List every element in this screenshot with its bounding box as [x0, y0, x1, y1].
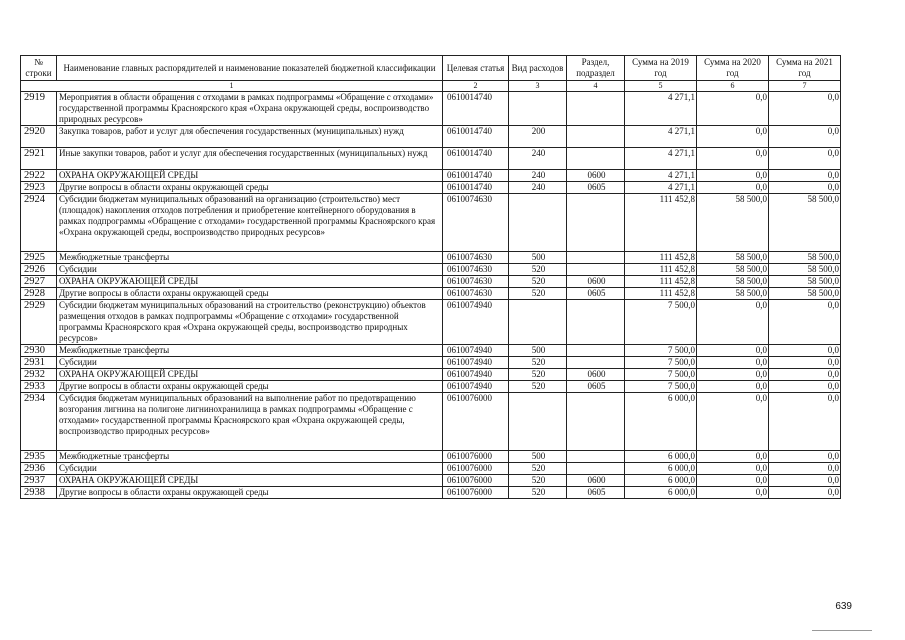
- row-section: 0605: [567, 487, 625, 499]
- row-expense-type: [509, 393, 567, 451]
- table-row: [21, 300, 841, 345]
- row-section: [567, 92, 625, 126]
- row-sum-2019: 6 000,0: [625, 475, 697, 487]
- row-name: Межбюджетные трансферты: [57, 451, 443, 463]
- row-expense-type: 520: [509, 475, 567, 487]
- row-sum-2019: 6 000,0: [625, 451, 697, 463]
- header-expense-type: Вид расходов: [509, 56, 567, 81]
- row-sum-2019: 111 452,8: [625, 252, 697, 264]
- row-sum-2021: 0,0: [769, 92, 841, 126]
- page-number: 639: [835, 601, 852, 612]
- row-sum-2021: 0,0: [769, 463, 841, 475]
- row-sum-2021: 0,0: [769, 126, 841, 148]
- row-target-article: 0610076000: [443, 475, 509, 487]
- row-target-article: 0610074940: [443, 369, 509, 381]
- row-sum-2020: 58 500,0: [697, 264, 769, 276]
- table-row: [21, 393, 841, 451]
- row-target-article: 0610014740: [443, 92, 509, 126]
- header-sum-2020: Сумма на 2020 год: [697, 56, 769, 81]
- column-number: 6: [697, 81, 769, 92]
- header-name: Наименование главных распорядителей и наименование показателей бюджетной классификации: [57, 56, 443, 81]
- row-section: 0600: [567, 170, 625, 182]
- column-number: 5: [625, 81, 697, 92]
- row-section: [567, 126, 625, 148]
- row-section: [567, 252, 625, 264]
- row-number: 2923: [21, 182, 57, 194]
- row-number: 2922: [21, 170, 57, 182]
- row-sum-2020: 0,0: [697, 126, 769, 148]
- row-expense-type: 520: [509, 463, 567, 475]
- row-target-article: 0610076000: [443, 463, 509, 475]
- row-sum-2019: 7 500,0: [625, 369, 697, 381]
- row-target-article: 0610074630: [443, 288, 509, 300]
- row-sum-2020: 0,0: [697, 92, 769, 126]
- row-target-article: 0610074630: [443, 194, 509, 252]
- table-row: [21, 276, 841, 288]
- row-number: 2928: [21, 288, 57, 300]
- row-sum-2019: 4 271,1: [625, 182, 697, 194]
- row-name: Субсидии: [57, 264, 443, 276]
- row-expense-type: 240: [509, 182, 567, 194]
- header-target-article: Целевая статья: [443, 56, 509, 81]
- row-number: 2926: [21, 264, 57, 276]
- row-sum-2020: 0,0: [697, 463, 769, 475]
- row-expense-type: 520: [509, 487, 567, 499]
- table-row: [21, 369, 841, 381]
- row-number: 2935: [21, 451, 57, 463]
- table-row: [21, 451, 841, 463]
- row-section: [567, 451, 625, 463]
- table-row: [21, 381, 841, 393]
- row-number: 2937: [21, 475, 57, 487]
- row-number: 2933: [21, 381, 57, 393]
- row-sum-2020: 0,0: [697, 182, 769, 194]
- table-row: [21, 126, 841, 148]
- table-row: [21, 288, 841, 300]
- row-number: 2931: [21, 357, 57, 369]
- table-row: [21, 252, 841, 264]
- row-sum-2021: 0,0: [769, 345, 841, 357]
- row-number: 2919: [21, 92, 57, 126]
- row-sum-2021: 58 500,0: [769, 264, 841, 276]
- table-row: [21, 487, 841, 499]
- row-expense-type: [509, 194, 567, 252]
- table-row: [21, 148, 841, 170]
- row-sum-2019: 6 000,0: [625, 393, 697, 451]
- row-sum-2020: 0,0: [697, 170, 769, 182]
- row-expense-type: [509, 92, 567, 126]
- row-target-article: 0610074940: [443, 345, 509, 357]
- row-name: ОХРАНА ОКРУЖАЮЩЕЙ СРЕДЫ: [57, 170, 443, 182]
- table-row: [21, 475, 841, 487]
- row-section: [567, 194, 625, 252]
- table-row: [21, 92, 841, 126]
- row-sum-2021: 58 500,0: [769, 276, 841, 288]
- row-sum-2021: 58 500,0: [769, 194, 841, 252]
- budget-table: [20, 55, 841, 499]
- footer-line: [812, 630, 872, 631]
- budget-table-sheet: [20, 55, 840, 499]
- row-section: 0600: [567, 369, 625, 381]
- row-sum-2019: 111 452,8: [625, 276, 697, 288]
- table-row: [21, 194, 841, 252]
- row-expense-type: 500: [509, 345, 567, 357]
- column-number: 4: [567, 81, 625, 92]
- row-target-article: 0610076000: [443, 487, 509, 499]
- row-number: 2936: [21, 463, 57, 475]
- row-name: Межбюджетные трансферты: [57, 345, 443, 357]
- table-row: [21, 170, 841, 182]
- row-expense-type: 520: [509, 381, 567, 393]
- row-number: 2921: [21, 148, 57, 170]
- row-sum-2019: 4 271,1: [625, 92, 697, 126]
- row-section: [567, 345, 625, 357]
- row-sum-2020: 58 500,0: [697, 276, 769, 288]
- row-name: ОХРАНА ОКРУЖАЮЩЕЙ СРЕДЫ: [57, 475, 443, 487]
- row-sum-2019: 111 452,8: [625, 264, 697, 276]
- row-expense-type: 520: [509, 357, 567, 369]
- row-expense-type: 520: [509, 276, 567, 288]
- row-sum-2020: 0,0: [697, 475, 769, 487]
- row-section: 0605: [567, 381, 625, 393]
- row-sum-2019: 7 500,0: [625, 345, 697, 357]
- row-number: 2938: [21, 487, 57, 499]
- row-section: 0600: [567, 276, 625, 288]
- table-row: [21, 264, 841, 276]
- header-sum-2019: Сумма на 2019 год: [625, 56, 697, 81]
- row-sum-2021: 0,0: [769, 300, 841, 345]
- row-number: 2934: [21, 393, 57, 451]
- row-sum-2020: 58 500,0: [697, 252, 769, 264]
- row-section: [567, 300, 625, 345]
- row-sum-2020: 58 500,0: [697, 194, 769, 252]
- row-name: Мероприятия в области обращения с отходами в рамках подпрограммы «Обращение с отходами» государственной программы Красноярского края «Охрана окружающей среды, воспроизводство природных ресурсов»: [57, 92, 443, 126]
- row-sum-2019: 4 271,1: [625, 126, 697, 148]
- row-name: Субсидии бюджетам муниципальных образований на организацию (строительство) мест (площадок) накопления отходов потребления и приобретение контейнерного оборудования в рамках подпрограммы «Обращение с отходами» государственной программы Красноярского края «Охрана окружающей среды, воспроизводство природных ресурсов»: [57, 194, 443, 252]
- row-sum-2020: 0,0: [697, 381, 769, 393]
- row-sum-2020: 0,0: [697, 148, 769, 170]
- row-sum-2021: 0,0: [769, 369, 841, 381]
- row-name: Субсидия бюджетам муниципальных образований на выполнение работ по предотвращению возгорания лигнина на полигоне лигнинохранилища в рамках подпрограммы «Обращение с отходами» государственной программы Красноярского края «Охрана окружающей среды, воспроизводство природных ресурсов»: [57, 393, 443, 451]
- row-target-article: 0610074630: [443, 276, 509, 288]
- row-target-article: 0610074940: [443, 357, 509, 369]
- column-number-row: [21, 81, 841, 92]
- row-sum-2020: 0,0: [697, 300, 769, 345]
- row-target-article: 0610074630: [443, 264, 509, 276]
- row-section: 0605: [567, 288, 625, 300]
- row-number: 2930: [21, 345, 57, 357]
- row-sum-2021: 0,0: [769, 475, 841, 487]
- row-name: ОХРАНА ОКРУЖАЮЩЕЙ СРЕДЫ: [57, 276, 443, 288]
- row-sum-2021: 58 500,0: [769, 252, 841, 264]
- row-name: Субсидии: [57, 463, 443, 475]
- row-sum-2020: 0,0: [697, 451, 769, 463]
- row-name: Другие вопросы в области охраны окружающей среды: [57, 288, 443, 300]
- row-expense-type: 240: [509, 170, 567, 182]
- row-name: Другие вопросы в области охраны окружающей среды: [57, 182, 443, 194]
- row-number: 2932: [21, 369, 57, 381]
- row-section: [567, 148, 625, 170]
- row-target-article: 0610076000: [443, 451, 509, 463]
- header-row-number: № строки: [21, 56, 57, 81]
- row-sum-2020: 0,0: [697, 369, 769, 381]
- column-number: 1: [21, 81, 443, 92]
- row-expense-type: 520: [509, 264, 567, 276]
- row-sum-2021: 0,0: [769, 451, 841, 463]
- row-target-article: 0610074940: [443, 300, 509, 345]
- row-section: [567, 463, 625, 475]
- row-expense-type: 520: [509, 369, 567, 381]
- row-section: [567, 393, 625, 451]
- row-target-article: 0610074940: [443, 381, 509, 393]
- row-expense-type: [509, 300, 567, 345]
- row-sum-2021: 0,0: [769, 357, 841, 369]
- row-expense-type: 240: [509, 148, 567, 170]
- row-name: Иные закупки товаров, работ и услуг для обеспечения государственных (муниципальных) нужд: [57, 148, 443, 170]
- row-sum-2021: 0,0: [769, 148, 841, 170]
- row-name: Другие вопросы в области охраны окружающей среды: [57, 487, 443, 499]
- header-section: Раздел, подраздел: [567, 56, 625, 81]
- row-section: 0600: [567, 475, 625, 487]
- row-section: [567, 357, 625, 369]
- row-sum-2019: 111 452,8: [625, 288, 697, 300]
- row-expense-type: 500: [509, 252, 567, 264]
- row-sum-2020: 58 500,0: [697, 288, 769, 300]
- row-name: Межбюджетные трансферты: [57, 252, 443, 264]
- row-sum-2019: 111 452,8: [625, 194, 697, 252]
- row-sum-2019: 6 000,0: [625, 463, 697, 475]
- table-header-row: [21, 56, 841, 81]
- row-sum-2021: 58 500,0: [769, 288, 841, 300]
- row-target-article: 0610014740: [443, 170, 509, 182]
- row-number: 2927: [21, 276, 57, 288]
- row-sum-2021: 0,0: [769, 487, 841, 499]
- row-sum-2019: 6 000,0: [625, 487, 697, 499]
- row-name: ОХРАНА ОКРУЖАЮЩЕЙ СРЕДЫ: [57, 369, 443, 381]
- row-expense-type: 500: [509, 451, 567, 463]
- row-sum-2019: 4 271,1: [625, 170, 697, 182]
- row-name: Другие вопросы в области охраны окружающей среды: [57, 381, 443, 393]
- row-sum-2019: 4 271,1: [625, 148, 697, 170]
- row-sum-2020: 0,0: [697, 357, 769, 369]
- row-target-article: 0610014740: [443, 182, 509, 194]
- table-row: [21, 182, 841, 194]
- row-expense-type: 200: [509, 126, 567, 148]
- row-sum-2020: 0,0: [697, 345, 769, 357]
- row-sum-2020: 0,0: [697, 393, 769, 451]
- row-sum-2019: 7 500,0: [625, 300, 697, 345]
- row-target-article: 0610014740: [443, 148, 509, 170]
- row-sum-2021: 0,0: [769, 170, 841, 182]
- row-expense-type: 520: [509, 288, 567, 300]
- row-sum-2021: 0,0: [769, 381, 841, 393]
- row-sum-2021: 0,0: [769, 182, 841, 194]
- row-number: 2929: [21, 300, 57, 345]
- column-number: 7: [769, 81, 841, 92]
- row-sum-2019: 7 500,0: [625, 381, 697, 393]
- row-sum-2020: 0,0: [697, 487, 769, 499]
- table-row: [21, 463, 841, 475]
- row-name: Субсидии бюджетам муниципальных образований на строительство (реконструкцию) объектов размещения отходов в рамках подпрограммы «Обращение с отходами» государственной программы Красноярского края «Охрана окружающей среды, воспроизводство природных ресурсов»: [57, 300, 443, 345]
- row-sum-2019: 7 500,0: [625, 357, 697, 369]
- row-section: [567, 264, 625, 276]
- row-number: 2925: [21, 252, 57, 264]
- row-section: 0605: [567, 182, 625, 194]
- row-name: Субсидии: [57, 357, 443, 369]
- row-target-article: 0610014740: [443, 126, 509, 148]
- column-number: 3: [509, 81, 567, 92]
- row-number: 2924: [21, 194, 57, 252]
- row-sum-2021: 0,0: [769, 393, 841, 451]
- row-name: Закупка товаров, работ и услуг для обеспечения государственных (муниципальных) нужд: [57, 126, 443, 148]
- row-number: 2920: [21, 126, 57, 148]
- row-target-article: 0610076000: [443, 393, 509, 451]
- column-number: 2: [443, 81, 509, 92]
- row-target-article: 0610074630: [443, 252, 509, 264]
- table-row: [21, 345, 841, 357]
- table-row: [21, 357, 841, 369]
- header-sum-2021: Сумма на 2021 год: [769, 56, 841, 81]
